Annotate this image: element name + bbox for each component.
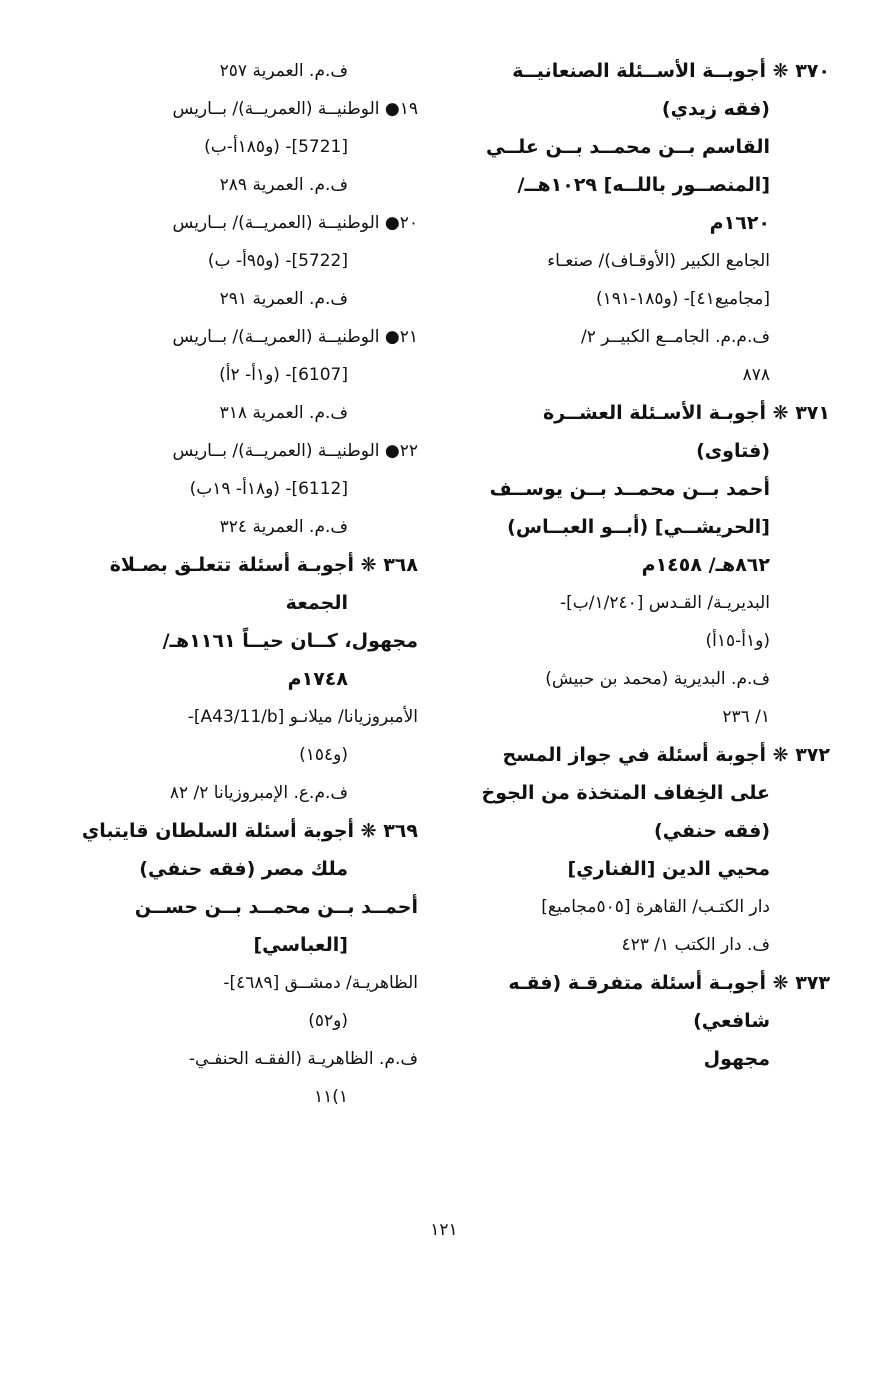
right-column-line: [مجاميع٤١]- (و١٨٥-١٩١) [595,289,770,309]
left-column-line: ف.م. العمرية ٢٩١ [219,289,348,309]
right-column-line: الجامع الكبير (الأوقـاف)/ صنعـاء [547,251,770,271]
left-column-line: ف.م. العمرية ٢٥٧ [219,61,348,81]
right-column-line: ١٦٢٠م [709,212,770,234]
right-column-line: ف.م. البديرية (محمد بن حبيش) [545,669,770,689]
left-column-line: ٢٠● الوطنيــة (العمريــة)/ بــاريس [172,213,418,233]
right-column-line: دار الكتـب/ القاهرة [٥٠٥مجاميع] [541,897,770,917]
left-column-line: ٢١● الوطنيــة (العمريــة)/ بــاريس [172,327,418,347]
right-column-line: ٣٧١ ❋ أجوبـة الأسـئلة العشــرة [542,402,830,424]
right-column-line: على الخِفاف المتخذة من الجوخ [481,782,770,804]
left-column-line: ف.م. الظاهريـة (الفقـه الحنفـي- [188,1049,418,1069]
left-column-line: ١٧٤٨م [287,668,348,690]
right-column-line: شافعي) [693,1010,770,1032]
right-column-line: (فقه زيدي) [661,98,770,120]
right-column-line: محيي الدين [الفناري] [567,858,770,880]
left-column-line: الظاهريـة/ دمشــق [٤٦٨٩]- [223,973,418,993]
right-column-line: ٣٧٢ ❋ أجوبة أسئلة في جواز المسح [502,744,830,766]
right-column-line: (و١أ-١٥أ) [705,631,770,651]
left-column-line: ٣٦٩ ❋ أجوبة أسئلة السلطان قايتباي [81,820,418,842]
right-column-line: ١/ ٢٣٦ [722,707,770,727]
right-column [475,52,830,1078]
right-column-line: مجهول [703,1048,770,1070]
right-column-line: أحمد بــن محمــد بــن يوســف [489,478,770,500]
left-column-line: ف.م. العمرية ٣١٨ [219,403,348,423]
right-column-line: (فتاوى) [696,440,770,462]
right-column-line: ف.م.م. الجامــع الكبيــر ٢/ [580,327,770,347]
left-column-line: ف.م. العمرية ٢٨٩ [219,175,348,195]
left-column-line: ٢٢● الوطنيــة (العمريــة)/ بــاريس [172,441,418,461]
right-column-line: ٨٧٨ [742,365,770,385]
left-column-line: [5721]- (و١٨٥أ-ب) [204,137,348,157]
left-column-line: (و١٥٤) [299,745,348,765]
left-column-line: مجهول، كــان حيــاً ١١٦١هـ/ [162,630,418,652]
left-column-line: الأمبروزيانا/ ميلانـو [A43/11/b]- [187,707,418,727]
left-column-line: ملك مصر (فقه حنفي) [139,858,348,880]
right-column-line: البديريـة/ القـدس [١/٢٤٠/ب]- [560,593,770,613]
right-column-line: القاسم بــن محمــد بــن علــي [485,136,770,158]
left-column-line: [5722]- (و٩٥أ- ب) [207,251,348,271]
left-column [58,52,418,1116]
left-column-line: [6107]- (و١أ- ٢أ) [219,365,348,385]
left-column-line: الجمعة [285,592,348,614]
left-column-line: ١)١١ [313,1087,348,1107]
right-column-line: ٨٦٢هـ/ ١٤٥٨م [641,554,770,576]
left-column-line: ٣٦٨ ❋ أجوبـة أسئلة تتعلـق بصـلاة [109,554,418,576]
right-column-line: (فقه حنفي) [654,820,770,842]
left-column-line: [6112]- (و١٨أ- ١٩ب) [189,479,348,499]
left-column-line: أحمــد بــن محمــد بــن حســن [134,896,418,918]
right-column-line: ف. دار الكتب ١/ ٤٢٣ [621,935,770,955]
page-number: ١٢١ [430,1220,458,1240]
left-column-line: ١٩● الوطنيــة (العمريــة)/ بــاريس [172,99,418,119]
right-column-line: [الحريشــي] (أبــو العبــاس) [507,516,770,538]
left-column-line: [العباسي] [253,934,348,956]
right-column-line: ٣٧٠ ❋ أجوبــة الأســئلة الصنعانيــة [512,60,830,82]
left-column-line: ف.م.ع. الإمبروزيانا ٢/ ٨٢ [169,783,348,803]
left-column-line: ف.م. العمرية ٣٢٤ [219,517,348,537]
left-column-line: (و٥٢) [308,1011,348,1031]
right-column-line: [المنصــور باللــه] ١٠٢٩هــ/ [517,174,770,196]
right-column-line: ٣٧٣ ❋ أجوبـة أسئلة متفرقـة (فقـه [508,972,830,994]
